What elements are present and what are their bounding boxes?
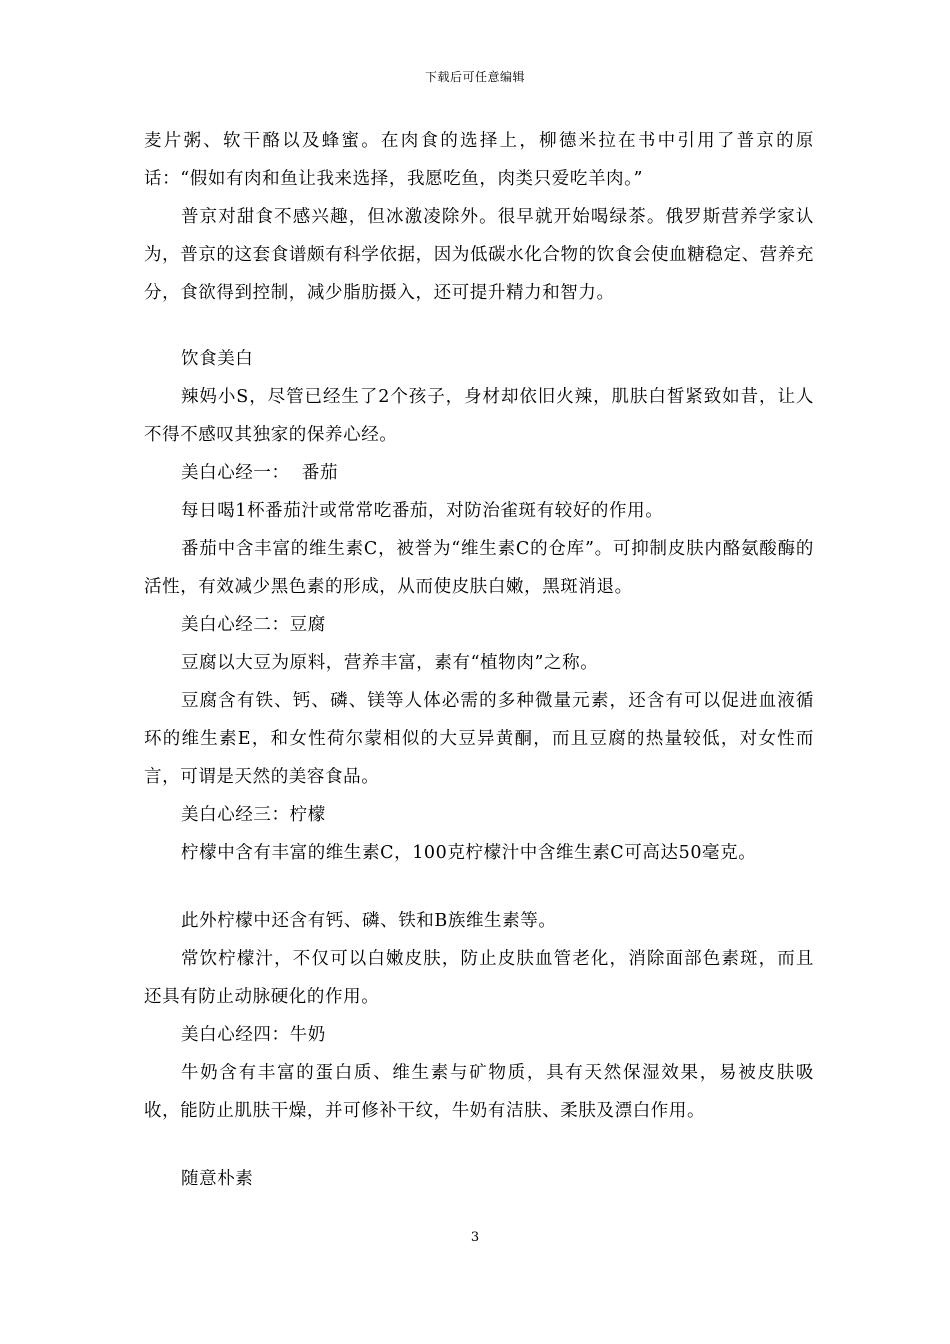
paragraph: 每日喝1杯番茄汁或常常吃番茄，对防治雀斑有较好的作用。	[181, 501, 664, 521]
paragraph: 普京对甜食不感兴趣，但冰激凌除外。很早就开始喝绿茶。俄罗斯营养学家认为，普京的这套食谱颇有科学依据，因为低碳水化合物的饮食会使血糖稳定、营养充分，食欲得到控制，减少脂肪摄入，还可提升精力和智力。	[144, 207, 814, 303]
page-number: 3	[470, 1230, 480, 1245]
paragraph: 牛奶含有丰富的蛋白质、维生素与矿物质，具有天然保湿效果，易被皮肤吸收，能防止肌肤干燥，并可修补干纹，牛奶有洁肤、柔肤及漂白作用。	[144, 1063, 814, 1121]
paragraph: 豆腐含有铁、钙、磷、镁等人体必需的多种微量元素，还含有可以促进血液循环的维生素E，和女性荷尔蒙相似的大豆异黄酮，而且豆腐的热量较低，对女性而言，可谓是天然的美容食品。	[144, 691, 814, 787]
paragraph: 常饮柠檬汁，不仅可以白嫩皮肤，防止皮肤血管老化，消除面部色素斑，而且还具有防止动脉硬化的作用。	[144, 949, 814, 1007]
paragraph: 此外柠檬中还含有钙、磷、铁和B族维生素等。	[181, 911, 557, 931]
subheading: 美白心经四：牛奶	[181, 1025, 326, 1045]
subheading: 美白心经三：柠檬	[181, 805, 326, 825]
paragraph: 麦片粥、软干酪以及蜂蜜。在肉食的选择上，柳德米拉在书中引用了普京的原话：“假如有肉和鱼让我来选择，我愿吃鱼，肉类只爱吃羊肉。”	[144, 131, 814, 189]
document-body	[144, 122, 814, 1198]
paragraph: 番茄中含丰富的维生素C，被誉为“维生素C的仓库”。可抑制皮肤内酪氨酸酶的活性，有效减少黑色素的形成，从而使皮肤白嫩，黑斑消退。	[144, 539, 814, 597]
subheading: 美白心经一： 番茄	[181, 463, 339, 483]
page-header: 下载后可任意编辑	[424, 70, 525, 84]
subheading: 美白心经二：豆腐	[181, 615, 326, 635]
section-heading: 饮食美白	[181, 349, 254, 369]
section-heading: 随意朴素	[181, 1169, 254, 1189]
paragraph: 豆腐以大豆为原料，营养丰富，素有“植物肉”之称。	[181, 653, 599, 673]
paragraph: 辣妈小S，尽管已经生了2个孩子，身材却依旧火辣，肌肤白皙紧致如昔，让人不得不感叹其独家的保养心经。	[144, 387, 814, 445]
paragraph: 柠檬中含有丰富的维生素C，100克柠檬汁中含维生素C可高达50毫克。	[181, 843, 757, 863]
